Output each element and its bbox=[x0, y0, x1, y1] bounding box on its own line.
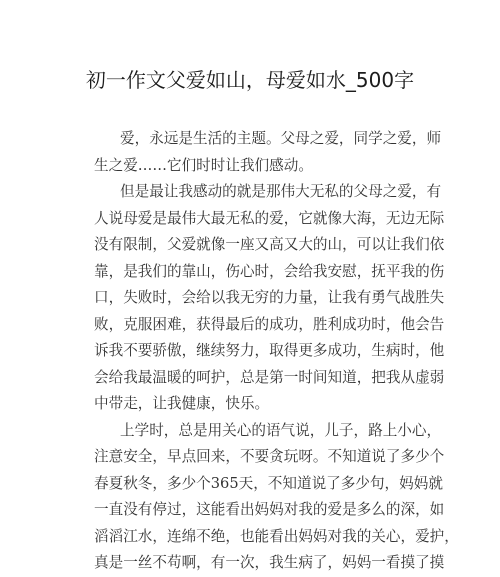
paragraph-line: 爱，永远是生活的主题。父母之爱，同学之爱，师 bbox=[120, 130, 442, 147]
paragraph-line: 真是一丝不苟啊，有一次，我生病了，妈妈一看摸了摸 bbox=[94, 554, 445, 571]
paragraph-line: 没有限制，父爱就像一座又高又大的山，可以让我们依 bbox=[94, 236, 445, 253]
paragraph-line: 中带走，让我健康，快乐。 bbox=[94, 395, 270, 412]
paragraph-line: 败，克服困难，获得最后的成功，胜利成功时，他会告 bbox=[94, 315, 445, 333]
paragraph-line: 生之爱……它们时时让我们感动。 bbox=[94, 156, 313, 174]
paragraph-line: 会给我最温暖的呵护，总是第一时间知道，把我从虚弱 bbox=[94, 368, 445, 386]
paragraph-line: 诉我不要骄傲，继续努力，取得更多成功，生病时，他 bbox=[94, 342, 445, 359]
paragraph-3 bbox=[94, 418, 459, 577]
paragraph-line: 口，失败时，会给以我无穷的力量，让我有勇气战胜失 bbox=[94, 289, 445, 306]
document-body bbox=[94, 126, 459, 577]
paragraph-line: 一直没有停过，这能看出妈妈对我的爱是多么的深，如 bbox=[94, 501, 445, 518]
paragraph-line: 但是最让我感动的就是那伟大无私的父母之爱，有 bbox=[120, 183, 442, 200]
paragraph-line: 滔滔江水，连绵不绝，也能看出妈妈对我的关心，爱护， bbox=[94, 527, 459, 545]
paragraph-line: 上学时，总是用关心的语气说，儿子，路上小心， bbox=[120, 421, 442, 439]
paragraph-line: 注意安全，早点回来，不要贪玩呀。不知道说了多少个 bbox=[94, 448, 445, 465]
paragraph-line: 靠，是我们的靠山，伤心时，会给我安慰，抚平我的伤 bbox=[94, 262, 445, 280]
paragraph-2 bbox=[94, 179, 445, 418]
paragraph-line: 人说母爱是最伟大最无私的爱，它就像大海，无边无际 bbox=[94, 209, 445, 227]
paragraph-line: 春夏秋冬，多少个365天，不知道说了多少句，妈妈就 bbox=[94, 474, 443, 492]
paragraph-1 bbox=[94, 126, 442, 179]
document-title: 初一作文父爱如山，母爱如水_500字 bbox=[85, 68, 415, 92]
